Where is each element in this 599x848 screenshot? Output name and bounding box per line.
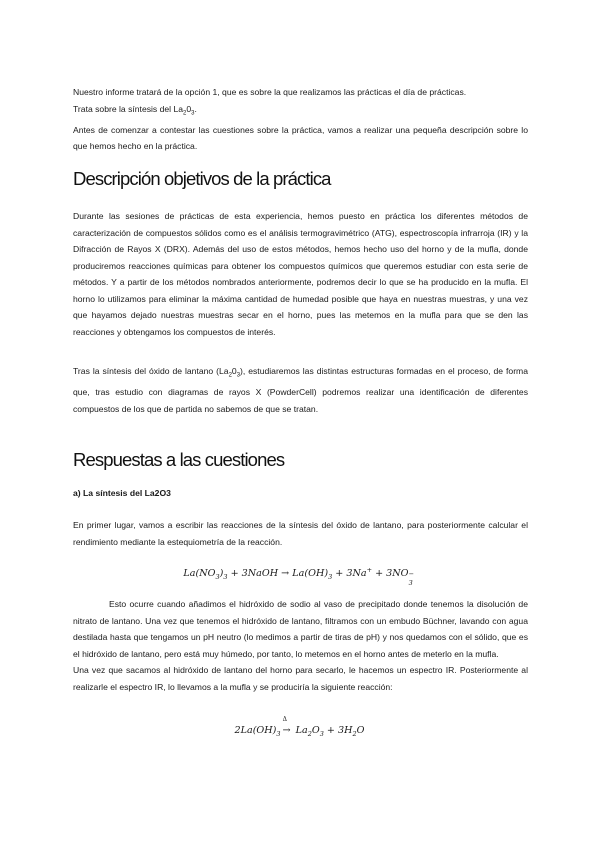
intro-line-2: Trata sobre la síntesis del $La_20_3$. bbox=[73, 103, 197, 117]
section-1-paragraph-2: Tras la síntesis del óxido de lantano $(La_20_3)$, estudiaremos las distintas estructuras formadas en el proceso, de forma que, tras estudio con diagramas de rayos X (PowderCell) podremos realizar una identificación de diferentes compuestos de los que de partida no sabemos de que se tratan. bbox=[73, 366, 528, 414]
section-2-title: Respuestas a las cuestiones bbox=[73, 449, 285, 470]
heat-arrow: Δ → bbox=[282, 716, 291, 736]
section-1-paragraph-1: Durante las sesiones de prácticas de esta experiencia, hemos puesto en práctica los diferentes métodos de caracterización de compuestos sólidos como es el análisis termogravimétrico (ATG), espectroscopía infrarroja (IR) y la Difracción de Rayos X (DRX). Además del uso de estos métodos, hemos hecho uso del horno y de la mufla, donde produciremos reacciones químicas para obtener los compuestos químicos que queremos estudiar con esta serie de métodos. Y a partir de los métodos nombrados anteriormente, podremos decir lo que se ha producido en la mufla. El horno lo utilizamos para eliminar la máxima cantidad de humedad posible que haya en nuestras muestras, y una vez que hayamos dejado nuestras muestras secar en el horno, pues las metemos en la mufla para que se den las reacciones y obtengamos los compuestos de interés. bbox=[73, 211, 528, 337]
intro-line-1: Nuestro informe tratará de la opción 1, que es sobre la que realizamos las prácticas el día de prácticas. bbox=[73, 87, 467, 97]
equation-2: $2La(OH)_3$ Δ → $La_2O_3 + 3H_2O$ bbox=[234, 716, 365, 738]
intro-paragraph-2: Antes de comenzar a contestar las cuestiones sobre la práctica, vamos a realizar una pequeña descripción sobre lo que hemos hecho en la práctica. bbox=[73, 124, 528, 152]
section-2-paragraph-3: Una vez que sacamos al hidróxido de lantano del horno para secarlo, le hacemos un espectro IR. Posteriormente al realizarle el espectro IR, lo llevamos a la mufla y se produciría la siguiente reacción: bbox=[73, 665, 528, 692]
intro-block bbox=[73, 84, 528, 155]
subsection-a-heading: a) La síntesis del La2O3 bbox=[73, 488, 171, 498]
section-2-paragraph-2: Esto ocurre cuando añadimos el hidróxido de sodio al vaso de precipitado donde tenemos la disolución de nitrato de lantano. Una vez que tenemos el hidróxido de lantano, filtramos con un embudo Büchner, lavando con agua destilada hasta que tengamos un pH neutro (lo medimos a partir de tiras de pH) y nos quedamos con el sólido, que es el hidróxido de lantano, pero está muy húmedo, por tanto, lo metemos en el horno antes de meterlo en la mufla. Una vez que sacamos al hidróxido de lantano del horno para secarlo, le hacemos un espectro IR. Posteriormente al realizarle el espectro IR, lo llevamos a la mufla y se produciría la siguiente reacción: bbox=[73, 596, 528, 695]
section-1-title: Descripción objetivos de la práctica bbox=[73, 168, 331, 189]
section-2-paragraph-1: En primer lugar, vamos a escribir las reacciones de la síntesis del óxido de lantano, para posteriormente calcular el rendimiento mediante la estequiometría de la reacción. bbox=[73, 520, 528, 547]
equation-1: $La(NO_3)_3$ + 3NaOH → $La(OH)_3 + 3Na^+ + 3NO$ − 3 bbox=[183, 566, 415, 588]
